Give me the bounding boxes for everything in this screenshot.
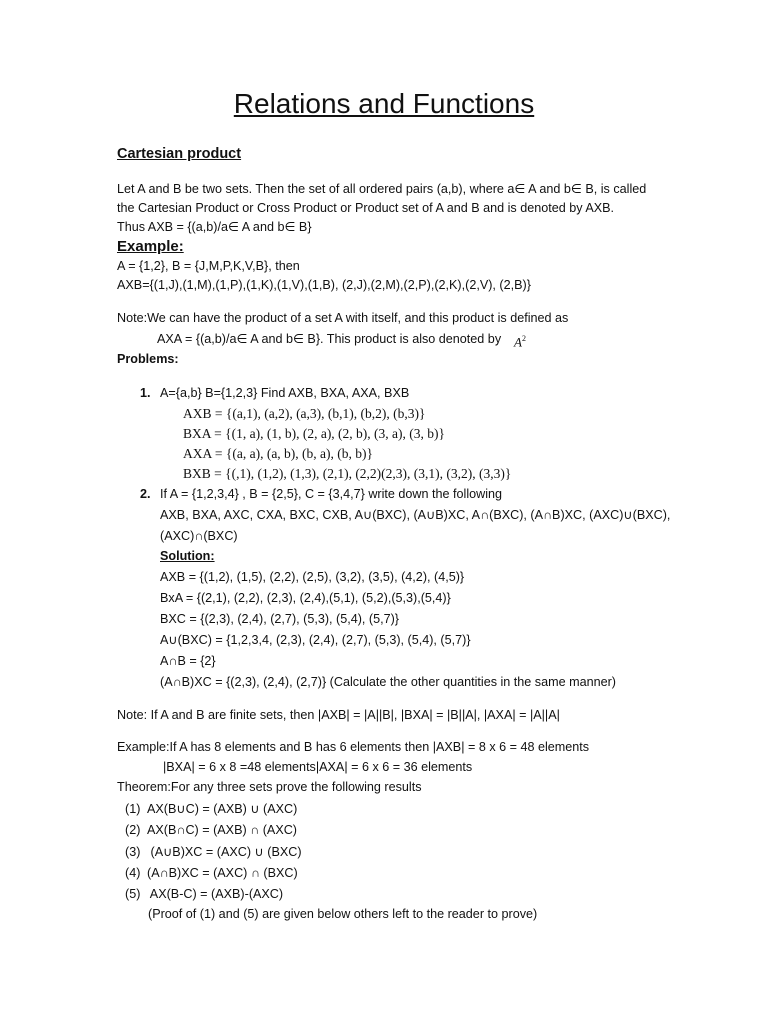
result-item: (4) (A∩B)XC = (AXC) ∩ (BXC) (125, 866, 298, 880)
problem-1-text: A={a,b} B={1,2,3} Find AXB, BXA, AXA, BXB (160, 386, 410, 400)
problem-1-eq-1: AXB = {(a,1), (a,2), (a,3), (b,1), (b,2), (b,3)} (183, 406, 426, 421)
problem-1-eq-4: BXB = {(,1), (1,2), (1,3), (2,1), (2,2)(2,3), (3,1), (3,2), (3,3)} (183, 466, 512, 481)
example-line-2: AXB={(1,J),(1,M),(1,P),(1,K),(1,V),(1,B), (2,J),(2,M),(2,P),(2,K),(2,V), (2,B)} (117, 278, 531, 292)
note-line-2: AXA = {(a,b)/a∈ A and b∈ B}. This product is also denoted by (157, 332, 502, 346)
solution-line-5: A∩B = {2} (160, 654, 216, 668)
solution-line-3: BXC = {(2,3), (2,4), (2,7), (5,3), (5,4), (5,7)} (160, 612, 400, 626)
problem-2-text: If A = {1,2,3,4} , B = {2,5}, C = {3,4,7} write down the following (160, 487, 503, 501)
problems-heading: Problems: (117, 352, 179, 366)
solution-line-4: A∪(BXC) = {1,2,3,4, (2,3), (2,4), (2,7), (5,3), (5,4), (5,7)} (160, 633, 471, 647)
problem-1-eq-2: BXA = {(1, a), (1, b), (2, a), (2, b), (3, a), (3, b)} (183, 426, 446, 441)
section-heading: Cartesian product (117, 146, 242, 162)
note-line-1: Note:We can have the product of a set A with itself, and this product is defined as (117, 311, 569, 325)
solution-line-1: AXB = {(1,2), (1,5), (2,2), (2,5), (3,2), (3,5), (4,2), (4,5)} (160, 570, 465, 584)
result-item: (2) AX(B∩C) = (AXB) ∩ (AXC) (125, 823, 298, 837)
definition-line-2: the Cartesian Product or Cross Product or Product set of A and B and is denoted by AXB. (117, 201, 615, 215)
solution-line-2: BxA = {(2,1), (2,2), (2,3), (2,4),(5,1), (5,2),(5,3),(5,4)} (160, 591, 451, 605)
solution-line-6: (A∩B)XC = {(2,3), (2,4), (2,7)} (Calculate the other quantities in the same manner) (160, 675, 616, 689)
example-2-line-2: |BXA| = 6 x 8 =48 elements|AXA| = 6 x 6 = 36 elements (163, 760, 473, 774)
result-item: (3) (A∪B)XC = (AXC) ∪ (BXC) (125, 845, 302, 859)
example-line-1: A = {1,2}, B = {J,M,P,K,V,B}, then (117, 259, 300, 273)
a-squared-notation: $A^2$ (514, 334, 526, 350)
problem-2-marker: 2. (140, 487, 151, 501)
result-item: (5) AX(B-C) = (AXB)-(AXC) (125, 887, 284, 901)
problem-1-eq-3: AXA = {(a, a), (a, b), (b, a), (b, b)} (183, 446, 374, 461)
theorem-line: Theorem:For any three sets prove the following results (117, 780, 422, 794)
solution-heading: Solution: (160, 549, 215, 563)
definition-line-3: Thus AXB = {(a,b)/a∈ A and b∈ B} (117, 220, 312, 234)
problem-1-marker: 1. (140, 386, 151, 400)
example-heading: Example: (117, 238, 184, 255)
definition-line-1: Let A and B be two sets. Then the set of all ordered pairs (a,b), where a∈ A and b∈ B, is called (117, 182, 647, 196)
page-title: Relations and Functions (233, 88, 535, 119)
result-item: (1) AX(B∪C) = (AXB) ∪ (AXC) (125, 802, 298, 816)
note-finite-sets: Note: If A and B are finite sets, then |AXB| = |A||B|, |BXA| = |B||A|, |AXA| = |A||A| (117, 708, 560, 722)
proof-note: (Proof of (1) and (5) are given below others left to the reader to prove) (148, 907, 538, 921)
example-2-line-1: Example:If A has 8 elements and B has 6 elements then |AXB| = 8 x 6 = 48 elements (117, 740, 590, 754)
problem-2-line-3: (AXC)∩(BXC) (160, 529, 238, 543)
problem-2-line-2: AXB, BXA, AXC, CXA, BXC, CXB, A∪(BXC), (A∪B)XC, A∩(BXC), (A∩B)XC, (AXC)∪(BXC), (160, 508, 671, 522)
